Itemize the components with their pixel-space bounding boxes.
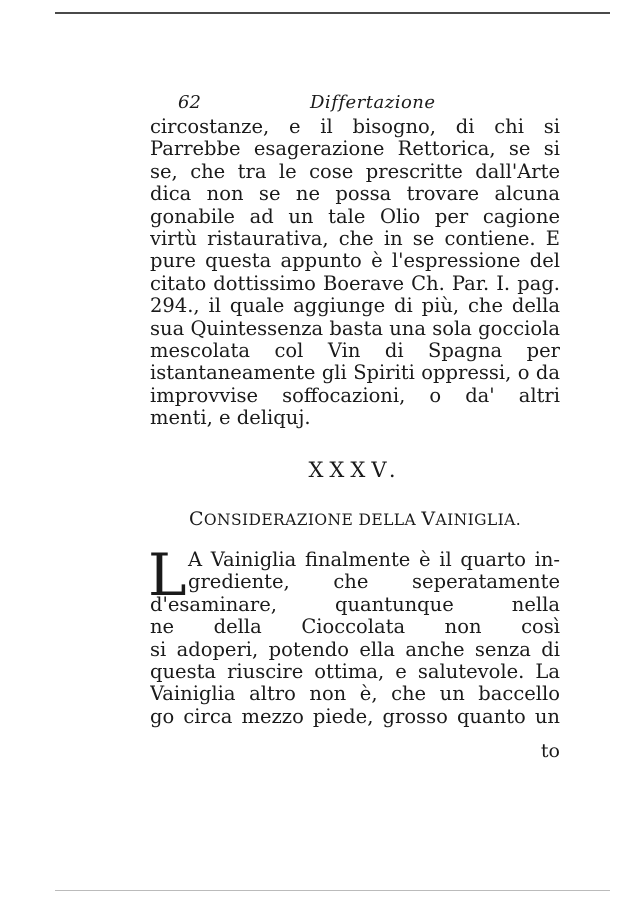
text-line: grediente, che seperatamente [188, 571, 560, 594]
text-line: Vainiglia altro non è, che un baccello [150, 683, 560, 706]
section-number: XXXV. [308, 458, 402, 482]
text-line: citato dottissimo Boerave Ch. Par. I. pag. [150, 272, 560, 295]
page-header [150, 92, 450, 116]
text-line: 294., il quale aggiunge di più, che della [150, 295, 560, 318]
text-line: A Vainiglia finalmente è il quarto in- [188, 549, 560, 571]
running-head: Differtazione [310, 92, 436, 113]
section-heading [150, 508, 560, 530]
catchword: to [540, 740, 560, 762]
text-line: dica non se ne possa trovare alcuna [150, 183, 560, 206]
text-line: ne della Cioccolata non così [150, 616, 560, 639]
heading-text: AINIGLIA. [435, 511, 522, 529]
drop-cap: L [148, 541, 187, 609]
text-line: d'esaminare, quantunque nella [150, 593, 560, 616]
paragraph-2 [148, 541, 560, 728]
text-line: virtù ristaurativa, che in se contiene. E [150, 227, 560, 250]
text-line: pure questa appunto è l'espressione del [150, 250, 560, 273]
text-line: menti, e deliquj. [150, 407, 311, 430]
heading-initial: V [421, 508, 436, 530]
text-line: Parrebbe esagerazione Rettorica, se si [150, 138, 560, 161]
text-line: si adoperi, potendo ella anche senza di [150, 638, 560, 661]
text-line: improvvise soffocazioni, o da' altri [150, 384, 560, 407]
text-line: go circa mezzo piede, grosso quanto un [150, 705, 560, 728]
text-line: questa riuscire ottima, e salutevole. La [150, 660, 560, 683]
paragraph-1 [150, 116, 560, 429]
page-number: 62 [178, 92, 201, 113]
bottom-rule [55, 890, 610, 891]
heading-text: ONSIDERAZIONE DELLA [203, 511, 422, 529]
top-rule [55, 12, 610, 14]
text-line: circostanze, e il bisogno, di chi si [150, 116, 560, 138]
text-line: se, che tra le cose prescritte dall'Arte [150, 160, 560, 183]
heading-initial: C [188, 508, 204, 530]
text-line: sua Quintessenza basta una sola gocciola [150, 317, 560, 340]
text-line: istantaneamente gli Spiriti oppressi, o da [150, 362, 560, 385]
text-line: gonabile ad un tale Olio per cagione [150, 205, 560, 228]
text-line: mescolata col Vin di Spagna per [150, 339, 560, 362]
